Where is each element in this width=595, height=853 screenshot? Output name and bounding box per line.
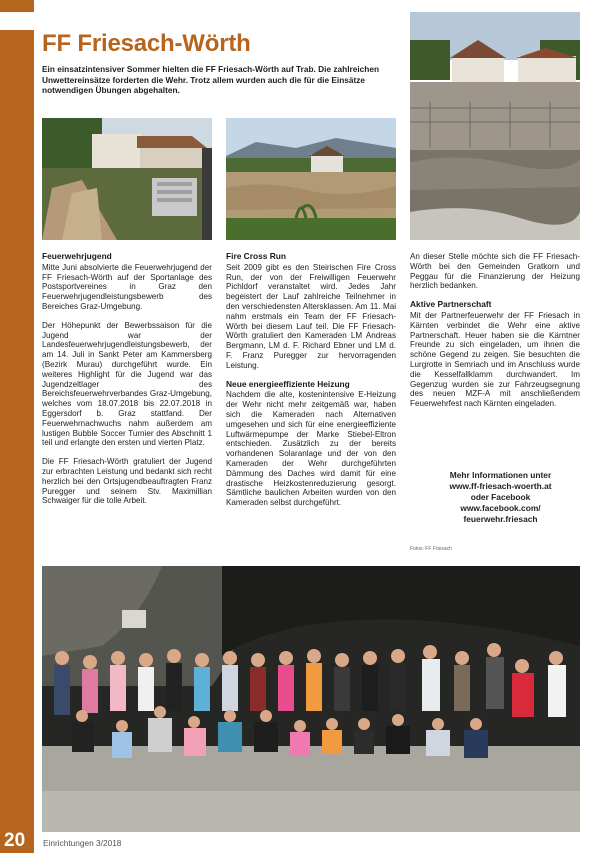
photo-flooded-field xyxy=(226,118,396,240)
facebook-link[interactable]: www.facebook.com/ xyxy=(460,503,541,513)
paragraph: Nachdem die alte, kostenintensive E-Heizung der Wehr nicht mehr zeitgemäß war, haben sich die Kameraden nach Alternativen umgesehen und sich für eine energieeffiziente Luftwärmepumpe der Marke Stiebel-Eltron entschieden. Zusätzlich zu der bereits vorhandenen Solaranlage und der von den Kameraden der Wehr durchgeführten Dämmung des Daches wird damit für eine drastische Heizkostenreduzierung gesorgt. Sämtliche baulichen Arbeiten wurden von den Kameraden selbst durchgeführt. xyxy=(226,390,396,508)
paragraph: Der Höhepunkt der Bewerbssaison für die Jugend war der Landesfeuerwehrjugendleistungsbewerb, der am 14. Juli in Sankt Peter am Kammersberg (Bezirk Murau) durchgeführt wurde. Ein weiteres Highlight für die Jugend war das Jugendzeltlager des Bereichsfeuerwehrverbandes Graz-Umgebung, welches vom 18.07.2018 bis 22.07.2018 in Eggersdorf b. Graz stattfand. Der Feuerwehrnachwuchs nahm außerdem am lustigen Bubble Soccer Turnier des Abschnitt 1 teil und erlangte den ersten und vierten Platz. xyxy=(42,320,212,448)
column-1 xyxy=(42,252,212,515)
issue-label: Einrichtungen 3/2018 xyxy=(43,838,122,848)
accent-strip xyxy=(0,30,34,853)
paragraph: Mitte Juni absolvierte die Feuerwehrjugend der FF Friesach-Wörth auf der Sportanlage des Postsportvereines in Graz den Feuerwehrjugendleistungsbewerb des Bereiches Graz-Umgebung. xyxy=(42,262,212,311)
accent-strip-gap xyxy=(0,12,34,30)
info-line: Mehr Informationen unter xyxy=(449,470,552,480)
facebook-link-path[interactable]: feuerwehr.friesach xyxy=(463,514,538,524)
page-number: 20 xyxy=(4,830,26,851)
page-title: FF Friesach-Wörth xyxy=(42,30,251,57)
info-line: oder Facebook xyxy=(470,492,531,502)
photo-credit: Fotos: FF Friesach xyxy=(410,546,452,552)
column-2 xyxy=(226,252,396,517)
paragraph: Seit 2009 gibt es den Steirischen Fire Cross Run, der von der Freiwilligen Feuerwehr Pichldorf veranstaltet wird. Jedes Jahr begeistert der Lauf zahlreiche Teilnehmer in den verschiedensten Altersklassen. Am 11. Mai nahm erstmals ein Team der FF Friesach-Wörth bei diesem Lauf teil. Die FF Friesach-Wörth gratuliert den Kameraden LM Andreas Bergmann, LM d. F. Richard Ebner und LM d. F. Franz Puregger zur hervorragenden Leistung. xyxy=(226,262,396,370)
info-box xyxy=(418,470,583,525)
website-link[interactable]: www.ff-friesach-woerth.at xyxy=(449,481,552,491)
column-3 xyxy=(410,252,580,418)
intro-text: Ein einsatzintensiver Sommer hielten die FF Friesach-Wörth auf Trab. Die zahlreichen Unwettereinsätze forderten die Wehr. Trotz allem wurden auch die für die Einsätze notwendigen Übungen abgehalten. xyxy=(42,64,380,95)
paragraph: Die FF Friesach-Wörth gratuliert der Jugend zur erbrachten Leistung und bedankt sich recht herzlich bei den Ortsjugendbeauftragten Franz Puregger und seinem Stv. Maximillian Schwaiger für die tolle Arbeit. xyxy=(42,457,212,506)
heading-feuerwehrjugend: Feuerwehrjugend xyxy=(42,251,112,261)
photo-flooded-yard xyxy=(410,12,580,240)
photo-group xyxy=(42,566,580,832)
accent-strip-top xyxy=(0,0,34,12)
heading-fire-cross-run: Fire Cross Run xyxy=(226,251,287,261)
heading-heizung: Neue energieeffiziente Heizung xyxy=(226,378,350,389)
heading-partnerschaft: Aktive Partnerschaft xyxy=(410,299,492,310)
paragraph: An dieser Stelle möchte sich die FF Friesach-Wörth bei den Gemeinden Gratkorn und Peggau für die Finanzierung der Heizung herzlich bedanken. xyxy=(410,252,580,291)
paragraph: Mit der Partnerfeuerwehr der FF Friesach in Kärnten verbindet die Wehr eine aktive Partnerschaft. Heuer haben sie die Kärntner Freunde zu sich eingeladen, um ihnen die schöne Gegend zu zeigen. Sie besuchten die Lurgrotte in Semriach und im Anschluss wurde die Kesselfallklamm durchwandert. Im Gegenzug wurden sie zur Fahrzeugsegnung des neuen MZF-A mit anschließendem Feuerwehrfest nach Kärnten eingeladen. xyxy=(410,310,580,409)
photo-flooded-road xyxy=(42,118,212,240)
